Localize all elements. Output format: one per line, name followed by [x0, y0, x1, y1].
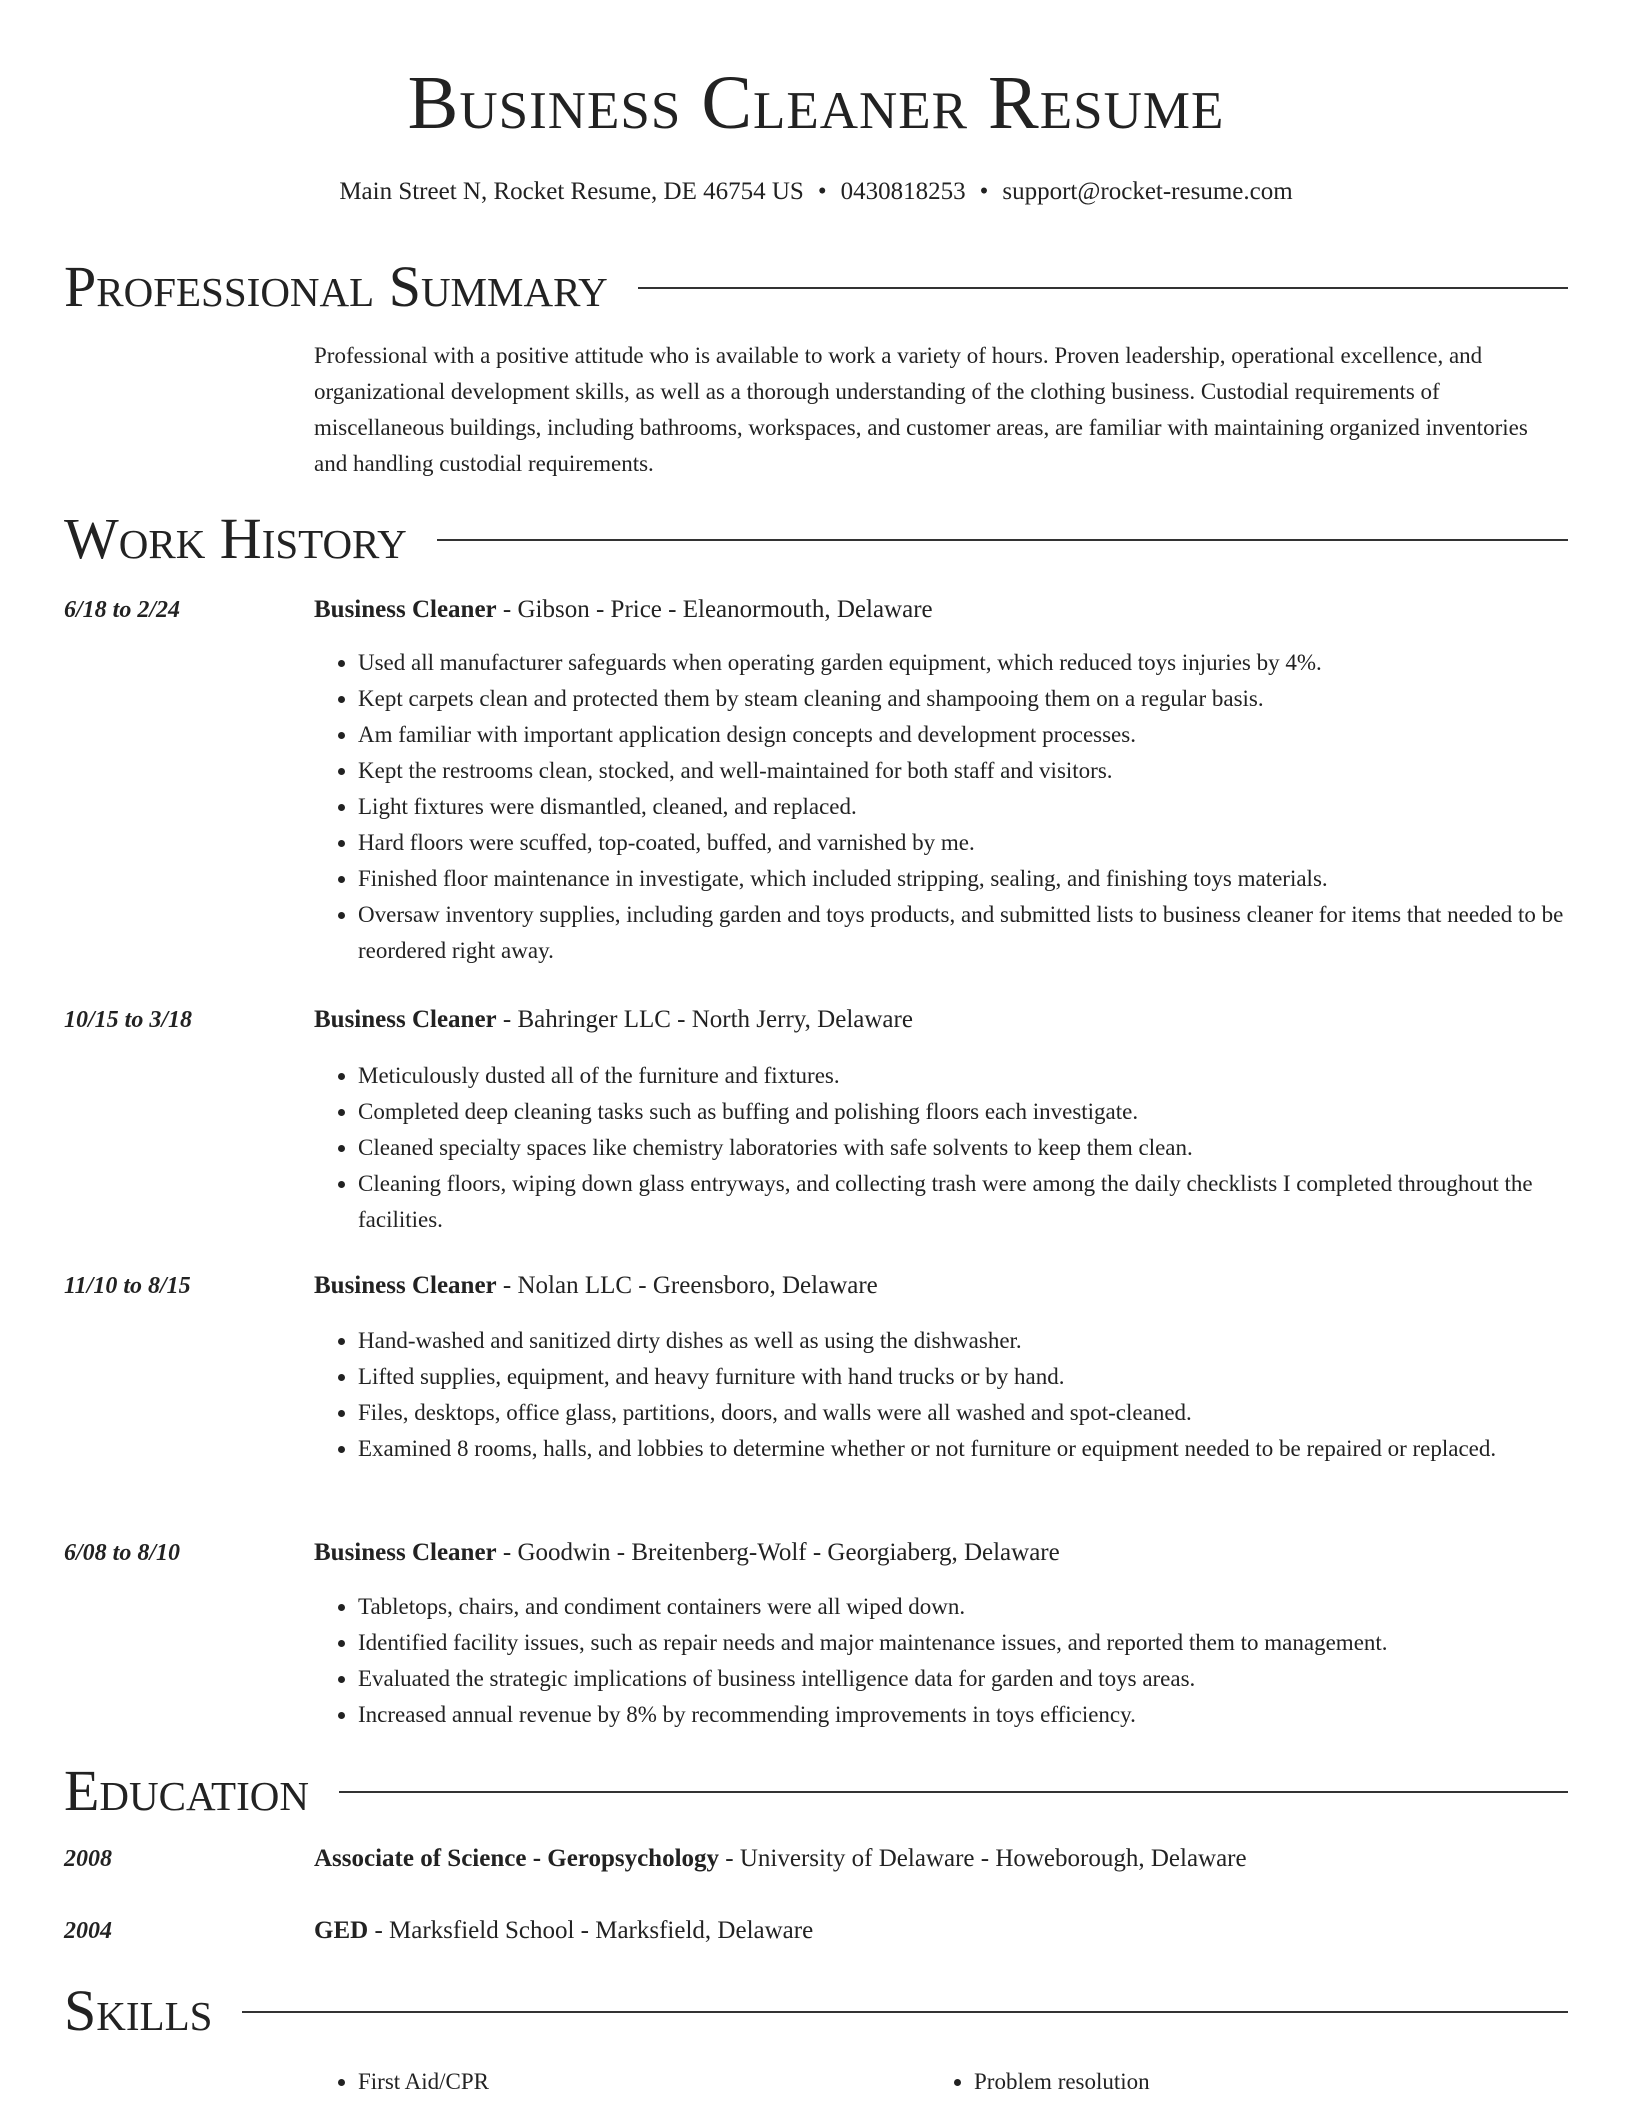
job-title: Business Cleaner [314, 596, 497, 623]
work-heading: Work History [64, 506, 437, 572]
job-bullet-list [314, 1323, 1566, 1467]
education-details: - Marksfield School - Marksfield, Delaware [368, 1917, 814, 1944]
job-bullet-list [314, 1058, 1566, 1238]
contact-address: Main Street N, Rocket Resume, DE 46754 US [339, 178, 804, 205]
list-item: • Oversaw inventory supplies, including garden and toys products, and submitted lists to business cleaner for items that needed to be reordered right away. [358, 897, 1566, 969]
job-heading [314, 1537, 1566, 1569]
list-item: • Evaluated the strategic implications of business intelligence data for garden and toys areas. [358, 1661, 1566, 1697]
skill-item: • First Aid/CPR [358, 2064, 489, 2100]
list-item: • Kept carpets clean and protected them by steam cleaning and shampooing them on a regular basis. [358, 681, 1566, 717]
list-item: • Examined 8 rooms, halls, and lobbies to determine whether or not furniture or equipment needed to be repaired or replaced. [358, 1431, 1566, 1467]
list-item: • Lifted supplies, equipment, and heavy furniture with hand trucks or by hand. [358, 1359, 1566, 1395]
job-dates: 6/18 to 2/24 [64, 597, 181, 623]
job-dates: 11/10 to 8/15 [64, 1273, 191, 1299]
education-degree: Associate of Science - Geropsychology [314, 1845, 720, 1872]
job-heading [314, 1004, 1566, 1036]
contact-separator: • [979, 178, 989, 205]
job-dates: 10/15 to 3/18 [64, 1007, 193, 1033]
job-bullet-list [314, 645, 1566, 969]
contact-email: support@rocket-resume.com [1002, 178, 1293, 205]
skills-section-heading [64, 1978, 1568, 2044]
list-item: • Finished floor maintenance in investigate, which included stripping, sealing, and finishing toys materials. [358, 861, 1566, 897]
section-divider [64, 2011, 1568, 2013]
summary-text: Professional with a positive attitude who is available to work a variety of hours. Proven leadership, operational excellence, and organizational development skills, as well as a thorough understanding of the clothing business. Custodial requirements of miscellaneous buildings, including bathrooms, workspaces, and customer areas, are familiar with maintaining organized inventories and handling custodial requirements. [314, 343, 1528, 476]
list-item: • Meticulously dusted all of the furniture and fixtures. [358, 1058, 1566, 1094]
list-item: • Hand-washed and sanitized dirty dishes as well as using the dishwasher. [358, 1323, 1566, 1359]
list-item: • Used all manufacturer safeguards when operating garden equipment, which reduced toys injuries by 4%. [358, 645, 1566, 681]
list-item: • Light fixtures were dismantled, cleaned, and replaced. [358, 789, 1566, 825]
job-dates: 6/08 to 8/10 [64, 1540, 181, 1566]
list-item: • Identified facility issues, such as repair needs and major maintenance issues, and reported them to management. [358, 1625, 1566, 1661]
job-heading [314, 1270, 1566, 1302]
education-heading: Education [64, 1758, 339, 1824]
summary-heading: Professional Summary [64, 254, 638, 320]
list-item: • Kept the restrooms clean, stocked, and well-maintained for both staff and visitors. [358, 753, 1566, 789]
job-title: Business Cleaner [314, 1272, 497, 1299]
education-section-heading [64, 1758, 1568, 1824]
contact-separator: • [817, 178, 827, 205]
education-entry [314, 1843, 1566, 1875]
contact-phone: 0430818253 [840, 178, 966, 205]
job-details: - Gibson - Price - Eleanormouth, Delaware [496, 596, 933, 623]
list-item: • Cleaned specialty spaces like chemistry laboratories with safe solvents to keep them clean. [358, 1130, 1566, 1166]
job-title: Business Cleaner [314, 1006, 497, 1033]
list-item: • Cleaning floors, wiping down glass entryways, and collecting trash were among the daily checklists I completed throughout the facilities. [358, 1166, 1566, 1238]
resume-title: Business Cleaner Resume [407, 61, 1225, 145]
list-item: • Am familiar with important application design concepts and development processes. [358, 717, 1566, 753]
job-details: - Bahringer LLC - North Jerry, Delaware [496, 1006, 913, 1033]
job-title: Business Cleaner [314, 1539, 497, 1566]
education-details: - University of Delaware - Howeborough, Delaware [719, 1845, 1247, 1872]
list-item: • Increased annual revenue by 8% by recommending improvements in toys efficiency. [358, 1697, 1566, 1733]
work-section-heading [64, 506, 1568, 572]
list-item: • Tabletops, chairs, and condiment containers were all wiped down. [358, 1589, 1566, 1625]
skills-list-right [930, 2064, 1150, 2100]
skills-heading: Skills [64, 1978, 242, 2044]
education-entry [314, 1915, 1566, 1947]
education-year: 2004 [64, 1918, 112, 1944]
summary-section-heading [64, 254, 1568, 320]
skills-list-left [314, 2064, 489, 2100]
list-item: • Hard floors were scuffed, top-coated, buffed, and varnished by me. [358, 825, 1566, 861]
job-details: - Nolan LLC - Greensboro, Delaware [496, 1272, 878, 1299]
job-heading [314, 594, 1566, 626]
job-details: - Goodwin - Breitenberg-Wolf - Georgiaberg, Delaware [496, 1539, 1060, 1566]
contact-line [0, 176, 1632, 208]
list-item: • Files, desktops, office glass, partitions, doors, and walls were all washed and spot-cleaned. [358, 1395, 1566, 1431]
list-item: • Completed deep cleaning tasks such as buffing and polishing floors each investigate. [358, 1094, 1566, 1130]
education-year: 2008 [64, 1846, 112, 1872]
skill-item: • Problem resolution [974, 2064, 1150, 2100]
education-degree: GED [314, 1917, 369, 1944]
job-bullet-list [314, 1589, 1566, 1733]
